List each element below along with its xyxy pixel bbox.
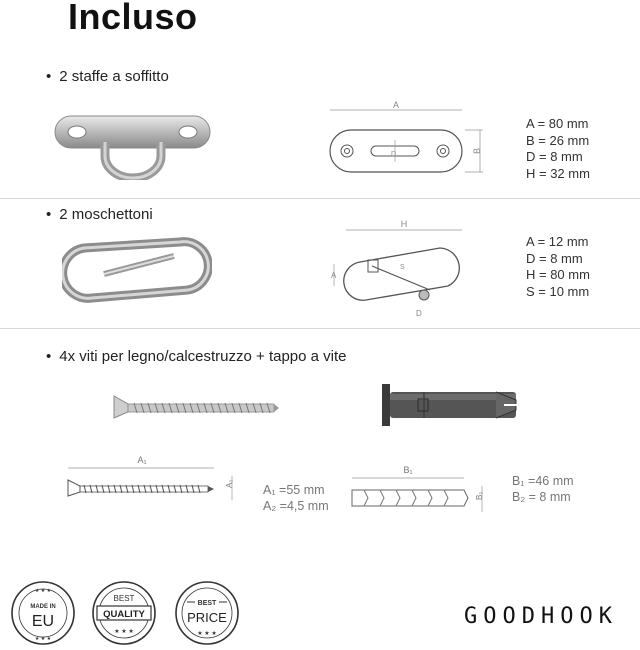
spec-line: B = 26 mm	[526, 132, 590, 148]
badge-top-text: BEST	[113, 594, 135, 603]
section-divider	[0, 198, 640, 199]
spec-line: A₂ =4,5 mm	[263, 499, 329, 513]
item-screws-label: • 4x viti per legno/calcestruzzo + tappo a vite	[46, 348, 347, 365]
spec-line: D = 8 mm	[526, 250, 583, 266]
dim-h-label: H	[400, 219, 408, 229]
carabiner-specs	[526, 234, 590, 300]
badge-top-text: BEST	[197, 600, 217, 607]
wall-plug-diagram	[344, 460, 494, 520]
ceiling-bracket-image	[50, 108, 215, 180]
badge-main-text: QUALITY	[103, 609, 145, 620]
carabiner-diagram	[320, 216, 470, 324]
dim-d-label: D	[391, 151, 397, 158]
item-carabiners-label: • 2 moschettoni	[46, 206, 153, 223]
spec-line: A = 12 mm	[526, 234, 589, 249]
item-ceiling-brackets-label: • 2 staffe a soffitto	[46, 68, 169, 85]
dim-b1-label: B₁	[403, 465, 413, 475]
svg-text:★ ★ ★: ★ ★ ★	[114, 629, 134, 635]
dim-b-label: B	[472, 147, 482, 154]
spec-line: B₂ = 8 mm	[512, 490, 571, 504]
spec-line: A = 80 mm	[526, 116, 589, 131]
svg-text:★ ★ ★: ★ ★ ★	[34, 636, 52, 642]
badge-main-text: PRICE	[187, 610, 227, 625]
spec-line: B₁ =46 mm	[512, 474, 574, 488]
badge-top-text: MADE IN	[30, 604, 56, 610]
spec-line: D = 8 mm	[526, 149, 583, 164]
spec-line: H = 80 mm	[526, 267, 590, 282]
section-divider	[0, 328, 640, 329]
made-in-eu-badge	[10, 580, 76, 646]
dim-d-label: D	[416, 309, 422, 318]
screw-image	[112, 392, 280, 422]
svg-text:★ ★ ★: ★ ★ ★	[197, 631, 217, 637]
dim-a1-label: A₁	[137, 455, 147, 465]
page-title: Incluso	[68, 0, 198, 37]
spec-line: S = 10 mm	[526, 283, 590, 299]
best-price-badge	[173, 580, 241, 646]
ceiling-bracket-diagram	[325, 98, 490, 188]
best-quality-badge	[91, 580, 157, 646]
spec-line: H = 32 mm	[526, 165, 590, 181]
dim-s-label: S	[400, 264, 405, 271]
svg-text:★ ★ ★: ★ ★ ★	[34, 588, 52, 594]
dim-a-label: A	[331, 271, 337, 280]
screw-specs	[263, 482, 329, 514]
screw-diagram	[62, 450, 242, 508]
dim-b2-label: B₂	[475, 491, 484, 500]
badge-main-text: EU	[31, 613, 55, 630]
ceiling-bracket-specs	[526, 116, 590, 182]
dim-a-label: A	[392, 100, 400, 110]
wall-plug-specs	[512, 473, 574, 505]
brand-logo: GOODHOOK	[464, 604, 618, 629]
carabiner-image	[62, 232, 212, 310]
wall-plug-image	[378, 380, 523, 430]
dim-a2-label: A₂	[225, 479, 234, 488]
spec-line: A₁ =55 mm	[263, 483, 325, 497]
